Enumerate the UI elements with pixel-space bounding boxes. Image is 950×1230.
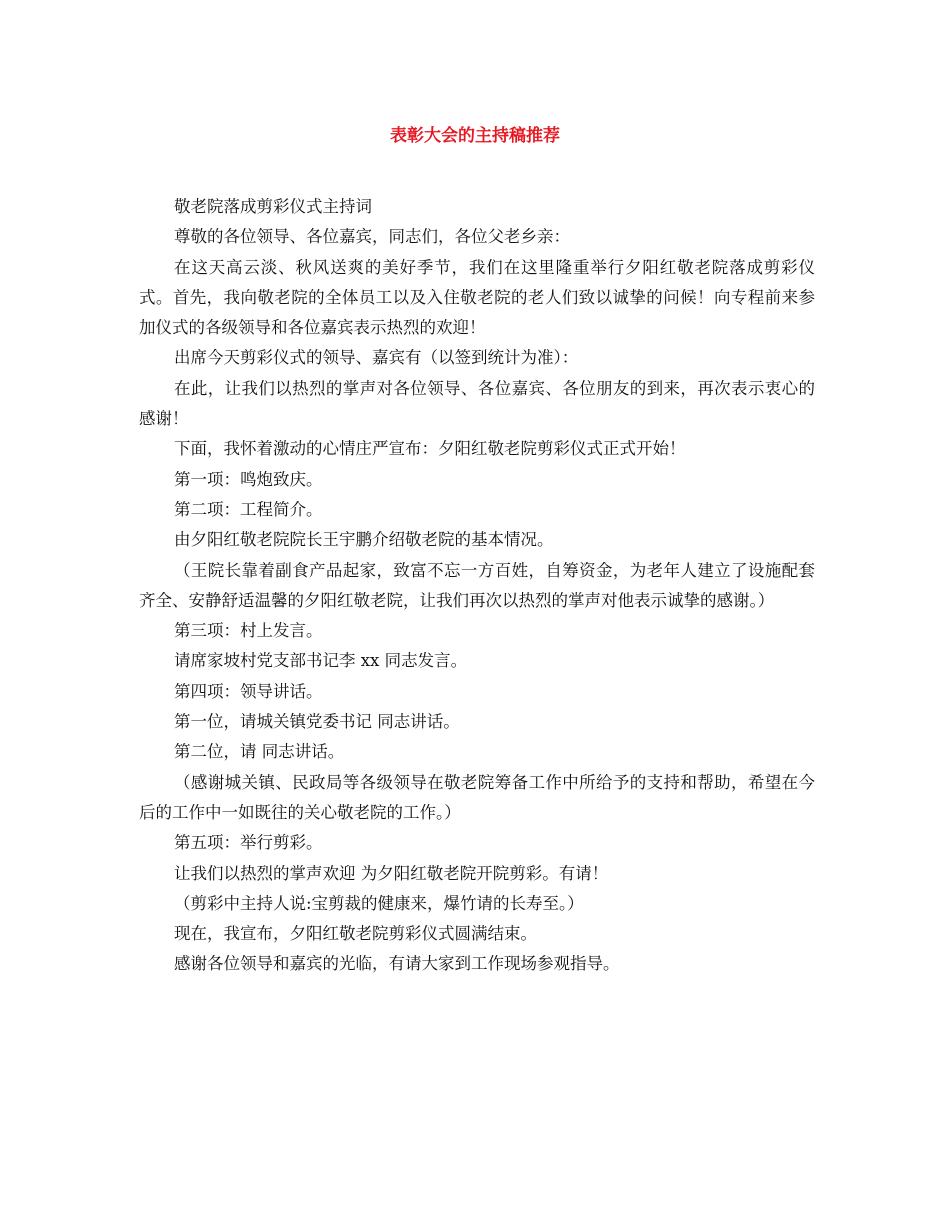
paragraph-item-4: 第四项：领导讲话。 bbox=[174, 681, 323, 701]
paragraph-thanks: 在此，让我们以热烈的掌声对各位领导、各位嘉宾、各位朋友的到来，再次表示衷心的感谢！ bbox=[139, 378, 815, 429]
paragraph-item-4-first: 第一位，请城关镇党委书记 同志讲话。 bbox=[174, 712, 460, 732]
document-body bbox=[139, 192, 815, 980]
paragraph-opening: 在这天高云淡、秋风送爽的美好季节，我们在这里隆重举行夕阳红敬老院落成剪彩仪式。首先，我向敬老院的全体员工以及入住敬老院的老人们致以诚挚的问候！向专程前来参加仪式的各级领导和各位嘉宾表示热烈的欢迎！ bbox=[139, 257, 815, 338]
paragraph-item-3: 第三项：村上发言。 bbox=[174, 621, 323, 641]
paragraph-guests: 出席今天剪彩仪式的领导、嘉宾有（以签到统计为准）： bbox=[174, 348, 579, 368]
paragraph-heading: 敬老院落成剪彩仪式主持词 bbox=[174, 197, 372, 216]
paragraph-salutation: 尊敬的各位领导、各位嘉宾，同志们，各位父老乡亲： bbox=[174, 227, 570, 247]
paragraph-item-4-second: 第二位，请 同志讲话。 bbox=[174, 742, 345, 762]
paragraph-announcement: 下面，我怀着激动的心情庄严宣布：夕阳红敬老院剪彩仪式正式开始！ bbox=[174, 439, 686, 459]
paragraph-final-thanks: 感谢各位领导和嘉宾的光临，有请大家到工作现场参观指导。 bbox=[174, 954, 620, 974]
paragraph-item-2: 第二项：工程简介。 bbox=[174, 499, 323, 519]
paragraph-item-2-detail: 由夕阳红敬老院院长王宇鹏介绍敬老院的基本情况。 bbox=[174, 530, 554, 550]
document-title: 表彰大会的主持稿推荐 bbox=[390, 126, 560, 146]
paragraph-item-5-note: （剪彩中主持人说:宝剪裁的健康来，爆竹请的长寿至。） bbox=[174, 893, 584, 913]
paragraph-item-5-detail: 让我们以热烈的掌声欢迎 为夕阳红敬老院开院剪彩。有请！ bbox=[174, 863, 609, 883]
paragraph-item-1: 第一项：鸣炮致庆。 bbox=[174, 469, 323, 489]
paragraph-item-3-detail: 请席家坡村党支部书记李 xx 同志发言。 bbox=[174, 651, 468, 671]
paragraph-closing: 现在，我宣布，夕阳红敬老院剪彩仪式圆满结束。 bbox=[174, 924, 537, 944]
paragraph-item-5: 第五项：举行剪彩。 bbox=[174, 833, 323, 853]
paragraph-item-4-note: （感谢城关镇、民政局等各级领导在敬老院筹备工作中所给予的支持和帮助，希望在今后的工作中一如既往的关心敬老院的工作。） bbox=[139, 772, 815, 822]
paragraph-item-2-note: （王院长靠着副食产品起家，致富不忘一方百姓，自筹资金，为老年人建立了设施配套齐全、安静舒适温馨的夕阳红敬老院，让我们再次以热烈的掌声对他表示诚挚的感谢。） bbox=[139, 560, 815, 610]
